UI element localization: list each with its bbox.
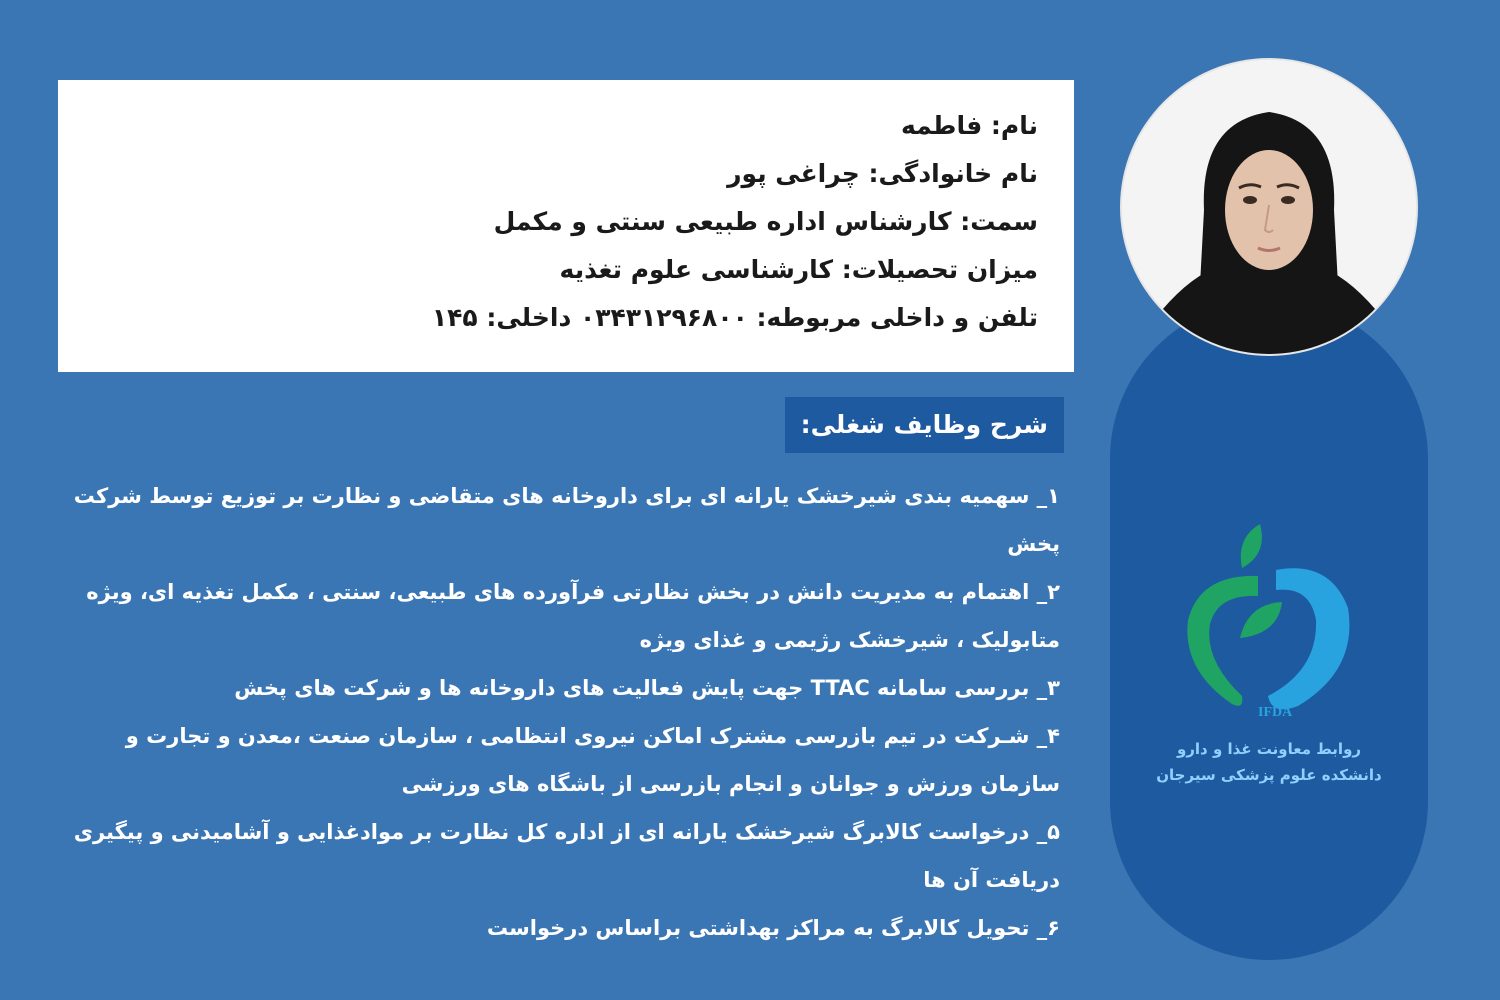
duty-item: ۱_ سهمیه بندی شیرخشک یارانه ای برای داروخانه های متقاضی و نظارت بر توزیع توسط شرکت پخش	[73, 484, 1060, 556]
duties-heading: شرح وظایف شغلی:	[785, 397, 1064, 453]
ifda-logo	[1180, 520, 1360, 720]
duty-item: ۳_ بررسی سامانه TTAC جهت پایش فعالیت های داروخانه ها و شرکت های پخش	[234, 676, 1060, 700]
position-line: سمت: کارشناس اداره طبیعی سنتی و مکمل	[493, 207, 1038, 236]
duty-item: ۲_ اهتمام به مدیریت دانش در بخش نظارتی فرآورده های طبیعی، سنتی ، مکمل تغذیه ای، ویژه متابولیک ، شیرخشک رژیمی و غذای ویژه	[86, 580, 1060, 652]
profile-card	[58, 80, 1074, 372]
duties-list	[60, 472, 1060, 952]
family-line: نام خانوادگی: چراغی پور	[727, 159, 1038, 188]
org-line-1: روابط معاونت غذا و دارو	[1176, 740, 1362, 758]
education-line: میزان تحصیلات: کارشناسی علوم تغذیه	[559, 255, 1038, 284]
profile-photo	[1122, 60, 1416, 354]
name-line: نام: فاطمه	[900, 111, 1038, 140]
apple-leaf-logo-icon	[1180, 520, 1360, 720]
duty-item: ۴_ شـرکت در تیم بازرسی مشترک اماکن نیروی انتظامی ، سازمان صنعت ،معدن و تجارت و سازمان ورزش و جوانان و انجام بازرسی از باشگاه های ورزشی	[125, 724, 1060, 796]
logo-text: IFDA	[1258, 705, 1293, 720]
org-line-2: دانشکده علوم پزشکی سیرجان	[1156, 766, 1382, 784]
duty-item: ۵_ درخواست کالابرگ شیرخشک یارانه ای از اداره کل نظارت بر موادغذایی و آشامیدنی و پیگیری دریافت آن ها	[73, 820, 1060, 892]
portrait-image	[1122, 60, 1416, 354]
duty-item: ۶_ تحویل کالابرگ به مراکز بهداشتی براساس درخواست	[486, 916, 1060, 940]
phone-line: تلفن و داخلی مربوطه: ۰۳۴۳۱۲۹۶۸۰۰ داخلی: ۱۴۵	[431, 303, 1038, 332]
